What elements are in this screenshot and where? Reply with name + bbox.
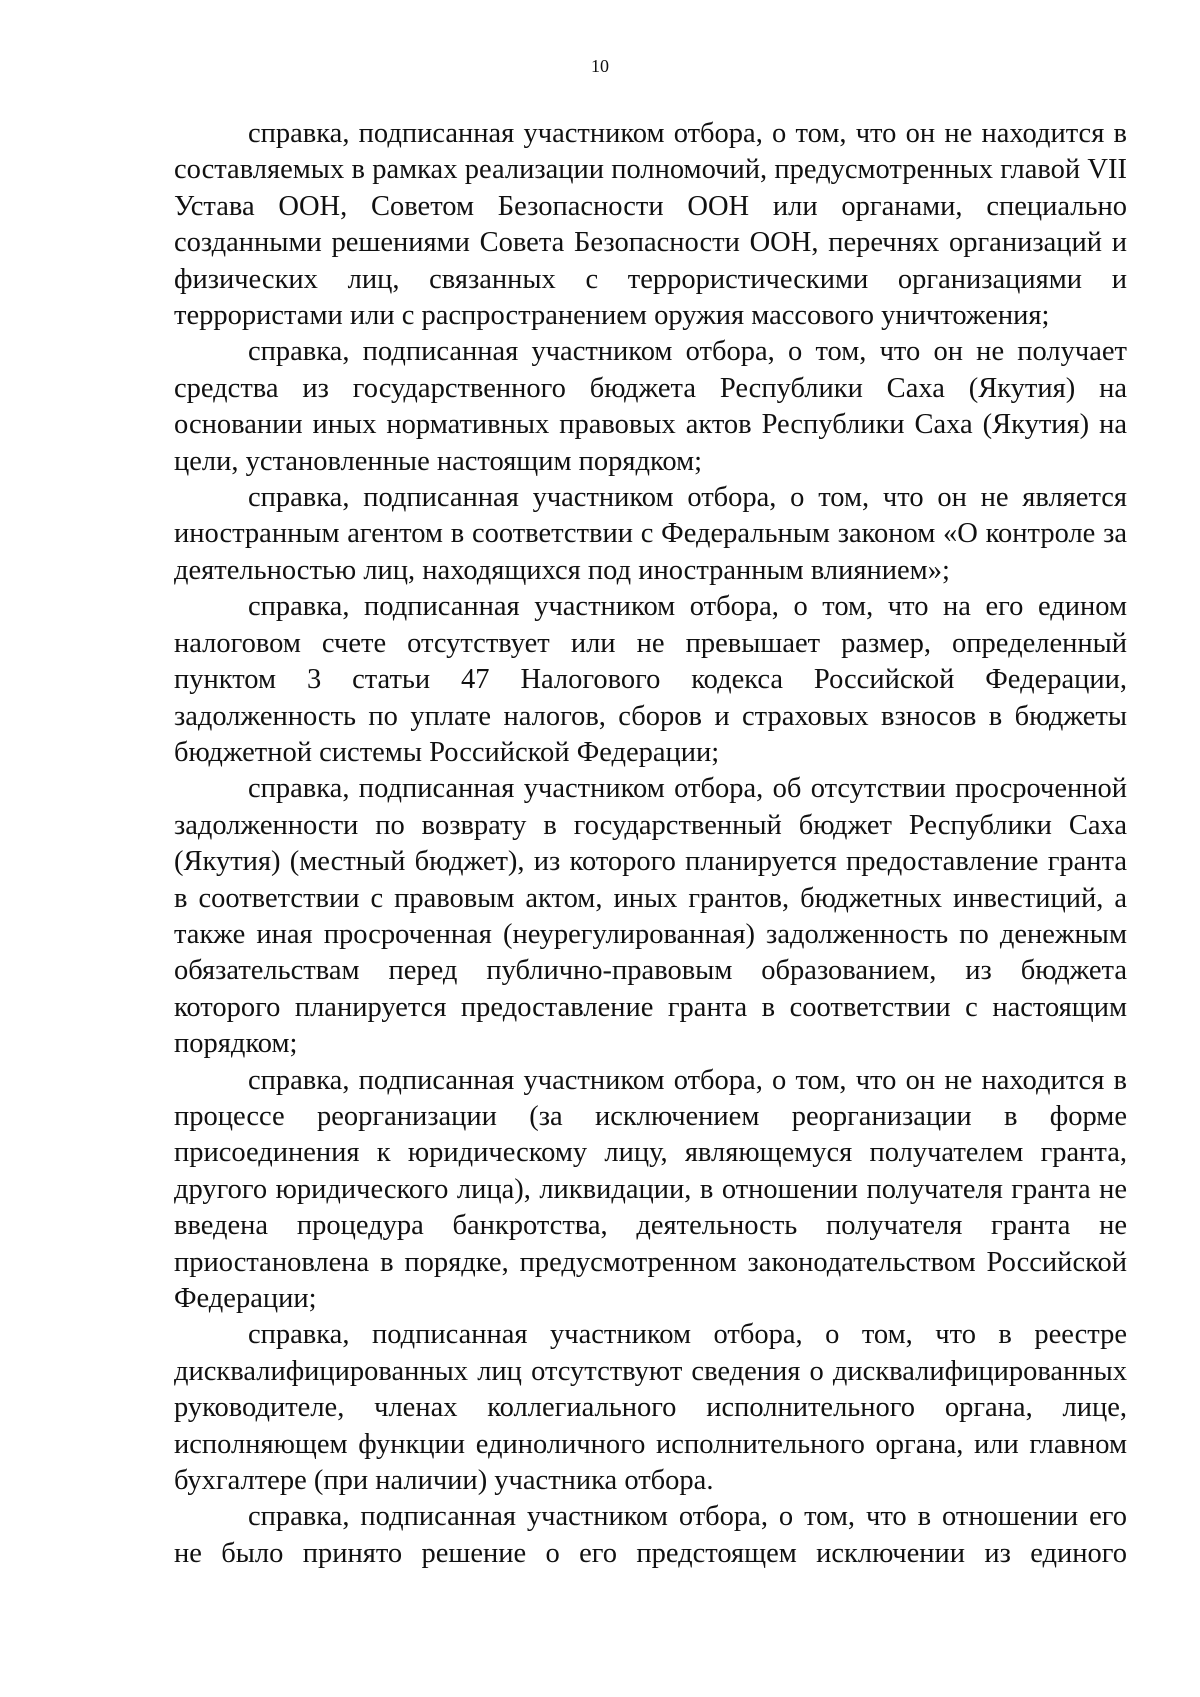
paragraph-reorganization: справка, подписанная участником отбора, о том, что он не находится в процессе реорганизации (за исключением реорганизации в форме присоединения к юридическому лицу, являющемуся получателем гранта, другого юридического лица), ликвидации, в отношении получателя гранта не введена процедура банкротства, деятельность получателя гранта не приостановлена в порядке, предусмотренном законодательством Российской Федерации; — [174, 1064, 1127, 1314]
paragraph-overdue-debt: справка, подписанная участником отбора, об отсутствии просроченной задолженности по возврату в государственный бюджет Республики Саха (Якутия) (местный бюджет), из которого планируется предоставление гранта в соответствии с правовым актом, иных грантов, бюджетных инвестиций, а также иная просроченная (неурегулированная) задолженность по денежным обязательствам перед публично-правовым образованием, из бюджета которого планируется предоставление гранта в соответствии с настоящим порядком; — [174, 773, 1127, 1060]
document-body — [174, 116, 1127, 1572]
paragraph-tax-debt: справка, подписанная участником отбора, о том, что на его едином налоговом счете отсутствует или не превышает размер, определенный пунктом 3 статьи 47 Налогового кодекса Российской Федерации, задолженность по уплате налогов, сборов и страховых взносов в бюджеты бюджетной системы Российской Федерации; — [174, 591, 1127, 768]
paragraph-sanctions-lists: справка, подписанная участником отбора, о том, что он не находится в составляемых в рамках реализации полномочий, предусмотренных главой VII Устава ООН, Советом Безопасности ООН или органами, специально созданными решениями Совета Безопасности ООН, перечнях организаций и физических лиц, связанных с террористическими организациями и террористами или с распространением оружия массового уничтожения; — [174, 118, 1127, 332]
paragraph-disqualified-persons: справка, подписанная участником отбора, о том, что в реестре дисквалифицированных лиц отсутствуют сведения о дисквалифицированных руководителе, членах коллегиального исполнительного органа, лице, исполняющем функции единоличного исполнительного органа, или главном бухгалтере (при наличии) участника отбора. — [174, 1319, 1127, 1497]
paragraph-exclusion-decision: справка, подписанная участником отбора, о том, что в отношении его не было принято решение о его предстоящем исключении из единого — [174, 1501, 1127, 1569]
paragraph-not-foreign-agent: справка, подписанная участником отбора, о том, что он не является иностранным агентом в соответствии с Федеральным законом «О контроле за деятельностью лиц, находящихся под иностранным влиянием»; — [174, 482, 1127, 586]
paragraph-no-budget-funds: справка, подписанная участником отбора, о том, что он не получает средства из государственного бюджета Республики Саха (Якутия) на основании иных нормативных правовых актов Республики Саха (Якутия) на цели, установленные настоящим порядком; — [174, 336, 1127, 477]
page-number: 10 — [591, 56, 609, 76]
